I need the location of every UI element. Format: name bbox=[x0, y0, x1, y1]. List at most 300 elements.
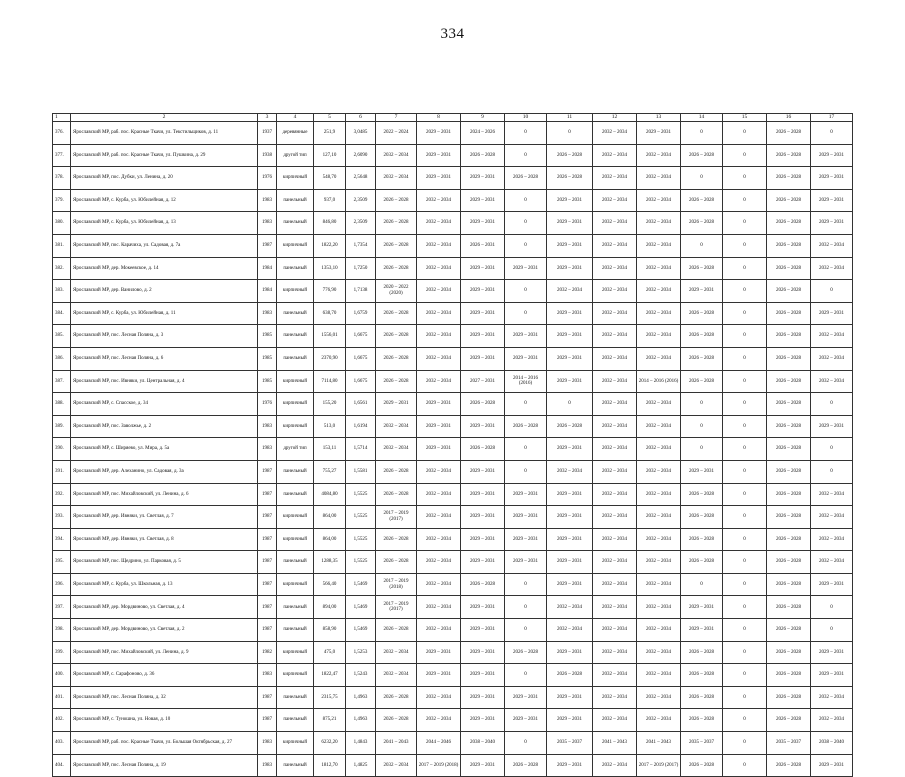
table-cell: 1983 bbox=[258, 189, 277, 212]
table-cell: 2032 – 2034 bbox=[547, 460, 593, 483]
table-cell: 2032 – 2034 bbox=[547, 280, 593, 303]
table-cell: 2026 – 2028 bbox=[376, 483, 417, 506]
row-number: 396. bbox=[53, 573, 71, 596]
address-cell: Ярославский МР, дер. Мордвиново, ул. Светлая, д. 4 bbox=[71, 596, 258, 619]
table-cell: 1822,47 bbox=[314, 664, 346, 687]
table-cell: 2026 – 2028 bbox=[767, 573, 811, 596]
table-cell: 2017 – 2019 (2017) bbox=[637, 754, 681, 777]
table-cell: 2029 – 2031 bbox=[461, 596, 505, 619]
table-cell: 2026 – 2028 bbox=[376, 551, 417, 574]
table-cell: 1985 bbox=[258, 370, 277, 393]
table-cell: 2026 – 2028 bbox=[767, 189, 811, 212]
table-cell: 1,4963 bbox=[346, 709, 376, 732]
table-cell: 2026 – 2028 bbox=[767, 483, 811, 506]
table-cell: 2032 – 2034 bbox=[637, 709, 681, 732]
table-cell: 0 bbox=[723, 619, 767, 642]
table-cell: 2032 – 2034 bbox=[417, 460, 461, 483]
table-cell: 1987 bbox=[258, 596, 277, 619]
table-cell: 0 bbox=[723, 573, 767, 596]
table-cell: 155,20 bbox=[314, 393, 346, 416]
table-cell: 2032 – 2034 bbox=[593, 212, 637, 235]
table-cell: кирпичный bbox=[277, 415, 314, 438]
table-cell: 1,4843 bbox=[346, 732, 376, 755]
table-cell: 2032 – 2034 bbox=[593, 619, 637, 642]
table-cell: 2026 – 2028 bbox=[505, 167, 547, 190]
table-cell: 2032 – 2034 bbox=[637, 167, 681, 190]
table-cell: 2026 – 2028 bbox=[376, 189, 417, 212]
table-cell: 2032 – 2034 bbox=[637, 551, 681, 574]
table-cell: кирпичный bbox=[277, 506, 314, 529]
table-cell: 2026 – 2028 bbox=[767, 234, 811, 257]
table-cell: 2041 – 2043 bbox=[376, 732, 417, 755]
table-cell: 1987 bbox=[258, 709, 277, 732]
column-number: 9 bbox=[461, 114, 505, 122]
table-cell: 2026 – 2028 bbox=[681, 641, 723, 664]
table-cell: 2032 – 2034 bbox=[593, 596, 637, 619]
table-cell: 1983 bbox=[258, 302, 277, 325]
address-cell: Ярославский МР, пос. Лесная Поляна, д. 32 bbox=[71, 686, 258, 709]
table-cell: панельный bbox=[277, 325, 314, 348]
table-cell: кирпичный bbox=[277, 393, 314, 416]
table-row bbox=[53, 754, 853, 777]
table-cell: 2029 – 2031 bbox=[417, 122, 461, 145]
table-cell: 2029 – 2031 bbox=[811, 212, 853, 235]
table-cell: 0 bbox=[723, 370, 767, 393]
table-cell: 2032 – 2034 bbox=[593, 347, 637, 370]
table-cell: 2029 – 2031 bbox=[811, 664, 853, 687]
table-cell: 0 bbox=[505, 122, 547, 145]
table-cell: 0 bbox=[723, 302, 767, 325]
table-cell: 755,27 bbox=[314, 460, 346, 483]
row-number: 382. bbox=[53, 257, 71, 280]
table-cell: 2032 – 2034 bbox=[593, 686, 637, 709]
table-cell: 864,00 bbox=[314, 506, 346, 529]
table-cell: 2029 – 2031 bbox=[547, 212, 593, 235]
table-cell: 1987 bbox=[258, 483, 277, 506]
table-cell: панельный bbox=[277, 189, 314, 212]
table-cell: панельный bbox=[277, 686, 314, 709]
table-cell: 0 bbox=[723, 438, 767, 461]
table-cell: 0 bbox=[505, 619, 547, 642]
table-cell: 2029 – 2031 bbox=[461, 619, 505, 642]
row-number: 381. bbox=[53, 234, 71, 257]
table-cell: 2029 – 2031 bbox=[505, 686, 547, 709]
table-cell: 2032 – 2034 bbox=[376, 664, 417, 687]
table-cell: 2026 – 2028 bbox=[547, 415, 593, 438]
page-number: 334 bbox=[440, 26, 465, 42]
table-cell: 2032 – 2034 bbox=[593, 709, 637, 732]
address-cell: Ярославский МР, дер. Ивняки, ул. Светлая, д. 7 bbox=[71, 506, 258, 529]
table-cell: 2026 – 2028 bbox=[767, 619, 811, 642]
table-cell: 2029 – 2031 bbox=[417, 438, 461, 461]
table-cell: 2032 – 2034 bbox=[811, 686, 853, 709]
table-cell: 2029 – 2031 bbox=[505, 551, 547, 574]
table-cell: 2026 – 2028 bbox=[681, 483, 723, 506]
table-cell: 2022 – 2024 bbox=[376, 122, 417, 145]
table-cell: 2017 – 2019 (2018) bbox=[376, 573, 417, 596]
table-row bbox=[53, 302, 853, 325]
column-number: 17 bbox=[811, 114, 853, 122]
table-header-row bbox=[53, 114, 853, 122]
table-cell: 2032 – 2034 bbox=[417, 280, 461, 303]
table-cell: 2029 – 2031 bbox=[461, 347, 505, 370]
table-cell: 2026 – 2031 bbox=[461, 234, 505, 257]
table-cell: 2026 – 2028 bbox=[681, 664, 723, 687]
table-cell: кирпичный bbox=[277, 641, 314, 664]
table-cell: 0 bbox=[811, 438, 853, 461]
table-cell: 1,5243 bbox=[346, 664, 376, 687]
table-cell: 1987 bbox=[258, 234, 277, 257]
table-cell: 0 bbox=[723, 528, 767, 551]
table-cell: 2032 – 2034 bbox=[593, 641, 637, 664]
table-cell: 1987 bbox=[258, 686, 277, 709]
table-cell: 153,11 bbox=[314, 438, 346, 461]
table-cell: 2032 – 2034 bbox=[637, 302, 681, 325]
table-cell: панельный bbox=[277, 709, 314, 732]
table-cell: 2032 – 2034 bbox=[417, 370, 461, 393]
table-row bbox=[53, 438, 853, 461]
table-cell: 0 bbox=[505, 460, 547, 483]
address-cell: Ярославский МР, пос. Карачиха, ул. Садовая, д. 7а bbox=[71, 234, 258, 257]
table-cell: 2032 – 2034 bbox=[417, 596, 461, 619]
table-cell: 1984 bbox=[258, 280, 277, 303]
table-cell: 251,9 bbox=[314, 122, 346, 145]
table-cell: 2032 – 2034 bbox=[547, 596, 593, 619]
address-cell: Ярославский МР, дер. Мордвиново, ул. Светлая, д. 2 bbox=[71, 619, 258, 642]
table-cell: 3,0485 bbox=[346, 122, 376, 145]
table-row bbox=[53, 212, 853, 235]
table-cell: 2032 – 2034 bbox=[593, 234, 637, 257]
table-cell: 2014 – 2016 (2016) bbox=[505, 370, 547, 393]
table-cell: 1984 bbox=[258, 257, 277, 280]
table-cell: 2029 – 2031 bbox=[461, 709, 505, 732]
table-cell: 0 bbox=[505, 234, 547, 257]
row-number: 379. bbox=[53, 189, 71, 212]
table-cell: 2032 – 2034 bbox=[637, 257, 681, 280]
table-cell: 2032 – 2034 bbox=[593, 393, 637, 416]
table-cell: 0 bbox=[723, 506, 767, 529]
table-cell: 2026 – 2028 bbox=[767, 641, 811, 664]
table-cell: 2026 – 2028 bbox=[681, 212, 723, 235]
row-number: 403. bbox=[53, 732, 71, 755]
table-cell: 2029 – 2031 bbox=[637, 122, 681, 145]
table-cell: 1353,10 bbox=[314, 257, 346, 280]
table-cell: 2026 – 2028 bbox=[376, 709, 417, 732]
row-number: 400. bbox=[53, 664, 71, 687]
table-cell: 2032 – 2034 bbox=[637, 212, 681, 235]
table-cell: 2315,75 bbox=[314, 686, 346, 709]
table-cell: 2032 – 2034 bbox=[811, 506, 853, 529]
table-cell: 846,80 bbox=[314, 212, 346, 235]
table-cell: 2026 – 2028 bbox=[767, 686, 811, 709]
table-cell: 1982 bbox=[258, 641, 277, 664]
table-cell: 2029 – 2031 bbox=[461, 280, 505, 303]
table-cell: 6232,20 bbox=[314, 732, 346, 755]
table-cell: 1985 bbox=[258, 347, 277, 370]
table-cell: 2032 – 2034 bbox=[593, 144, 637, 167]
table-cell: 2029 – 2031 bbox=[547, 302, 593, 325]
table-cell: 2029 – 2031 bbox=[505, 483, 547, 506]
table-cell: 1983 bbox=[258, 754, 277, 777]
table-cell: 2027 – 2031 bbox=[461, 370, 505, 393]
column-number: 1 bbox=[53, 114, 71, 122]
table-cell: 2032 – 2034 bbox=[593, 189, 637, 212]
table-cell: 2026 – 2028 bbox=[461, 393, 505, 416]
table-cell: 2029 – 2031 bbox=[811, 415, 853, 438]
row-number: 377. bbox=[53, 144, 71, 167]
table-cell: 2032 – 2034 bbox=[417, 325, 461, 348]
table-cell: 0 bbox=[723, 393, 767, 416]
table-cell: 2026 – 2028 bbox=[767, 212, 811, 235]
table-cell: 2032 – 2034 bbox=[593, 528, 637, 551]
table-cell: 2032 – 2034 bbox=[637, 347, 681, 370]
table-cell: 2029 – 2031 bbox=[681, 596, 723, 619]
row-number: 393. bbox=[53, 506, 71, 529]
table-cell: 2026 – 2028 bbox=[461, 438, 505, 461]
table-cell: 1,6561 bbox=[346, 393, 376, 416]
table-row bbox=[53, 483, 853, 506]
table-cell: 1,5525 bbox=[346, 506, 376, 529]
table-row bbox=[53, 144, 853, 167]
table-cell: 2017 – 2019 (2017) bbox=[376, 596, 417, 619]
table-cell: 2032 – 2034 bbox=[376, 641, 417, 664]
table-cell: 1983 bbox=[258, 664, 277, 687]
table-cell: 2032 – 2034 bbox=[593, 438, 637, 461]
row-number: 399. bbox=[53, 641, 71, 664]
address-cell: Ярославский МР, дер. Ивняки, ул. Светлая, д. 8 bbox=[71, 528, 258, 551]
table-row bbox=[53, 325, 853, 348]
table-cell: кирпичный bbox=[277, 370, 314, 393]
address-cell: Ярославский МР, пос. Лесная Поляна, д. 6 bbox=[71, 347, 258, 370]
table-cell: 2029 – 2031 bbox=[547, 573, 593, 596]
table-row bbox=[53, 415, 853, 438]
table-cell: 0 bbox=[681, 122, 723, 145]
table-cell: кирпичный bbox=[277, 573, 314, 596]
table-cell: 2026 – 2028 bbox=[681, 754, 723, 777]
table-cell: 0 bbox=[723, 460, 767, 483]
table-cell: 2032 – 2034 bbox=[811, 483, 853, 506]
table-cell: 2032 – 2034 bbox=[593, 460, 637, 483]
table-cell: 1,5469 bbox=[346, 619, 376, 642]
table-cell: 2026 – 2028 bbox=[376, 325, 417, 348]
table-cell: 2032 – 2034 bbox=[637, 528, 681, 551]
table-cell: 2026 – 2028 bbox=[767, 528, 811, 551]
table-cell: 2026 – 2028 bbox=[376, 460, 417, 483]
column-number: 12 bbox=[593, 114, 637, 122]
table-cell: 1,5525 bbox=[346, 528, 376, 551]
table-cell: 2029 – 2031 bbox=[461, 460, 505, 483]
table-cell: 2029 – 2031 bbox=[505, 347, 547, 370]
table-cell: 2026 – 2028 bbox=[505, 641, 547, 664]
table-cell: 2032 – 2034 bbox=[593, 370, 637, 393]
table-cell: 2026 – 2028 bbox=[461, 144, 505, 167]
row-number: 395. bbox=[53, 551, 71, 574]
table-cell: 2032 – 2034 bbox=[417, 573, 461, 596]
table-cell: 2032 – 2034 bbox=[637, 573, 681, 596]
table-cell: 0 bbox=[723, 641, 767, 664]
table-cell: 2032 – 2034 bbox=[417, 551, 461, 574]
table-row bbox=[53, 234, 853, 257]
table-cell: 2014 – 2016 (2016) bbox=[637, 370, 681, 393]
column-number: 13 bbox=[637, 114, 681, 122]
row-number: 401. bbox=[53, 686, 71, 709]
table-cell: 1987 bbox=[258, 573, 277, 596]
table-cell: 2029 – 2031 bbox=[811, 573, 853, 596]
table-row bbox=[53, 280, 853, 303]
table-cell: 2029 – 2031 bbox=[547, 189, 593, 212]
table-cell: 2029 – 2031 bbox=[811, 641, 853, 664]
table-cell: 2026 – 2028 bbox=[461, 573, 505, 596]
address-cell: Ярославский МР, с. Курба, ул. Юбилейная, д. 12 bbox=[71, 189, 258, 212]
table-cell: 2029 – 2031 bbox=[547, 709, 593, 732]
row-number: 383. bbox=[53, 280, 71, 303]
address-cell: Ярославский МР, с. Курба, ул. Юбилейная, д. 13 bbox=[71, 212, 258, 235]
table-cell: 2032 – 2034 bbox=[593, 167, 637, 190]
table-cell: 1812,70 bbox=[314, 754, 346, 777]
table-cell: 2035 – 2037 bbox=[547, 732, 593, 755]
table-cell: 2,5648 bbox=[346, 167, 376, 190]
table-cell: 2032 – 2034 bbox=[811, 551, 853, 574]
table-cell: 638,70 bbox=[314, 302, 346, 325]
table-cell: 1,6675 bbox=[346, 347, 376, 370]
table-cell: 2029 – 2031 bbox=[461, 257, 505, 280]
table-cell: 2032 – 2034 bbox=[593, 506, 637, 529]
table-cell: 1937 bbox=[258, 122, 277, 145]
table-cell: 2026 – 2028 bbox=[376, 619, 417, 642]
table-cell: 2026 – 2028 bbox=[767, 257, 811, 280]
table-cell: 2029 – 2031 bbox=[681, 460, 723, 483]
table-cell: 2026 – 2028 bbox=[376, 302, 417, 325]
table-cell: 2029 – 2031 bbox=[547, 686, 593, 709]
table-row bbox=[53, 619, 853, 642]
table-cell: 0 bbox=[723, 754, 767, 777]
table-cell: 2038 – 2040 bbox=[811, 732, 853, 755]
table-row bbox=[53, 347, 853, 370]
table-cell: 2032 – 2034 bbox=[593, 551, 637, 574]
table-cell: 548,70 bbox=[314, 167, 346, 190]
table-cell: 2032 – 2034 bbox=[637, 506, 681, 529]
table-cell: 2032 – 2034 bbox=[593, 257, 637, 280]
address-cell: Ярославский МР, дер. Алеханино, ул. Садовая, д. 3а bbox=[71, 460, 258, 483]
table-cell: 2026 – 2028 bbox=[376, 370, 417, 393]
table-cell: 2029 – 2031 bbox=[547, 257, 593, 280]
table-cell: 1987 bbox=[258, 460, 277, 483]
table-cell: 0 bbox=[681, 234, 723, 257]
table-cell: 2044 – 2046 bbox=[417, 732, 461, 755]
table-cell: 2017 – 2019 (2017) bbox=[376, 506, 417, 529]
table-cell: панельный bbox=[277, 596, 314, 619]
table-cell: 2029 – 2031 bbox=[681, 280, 723, 303]
column-number: 10 bbox=[505, 114, 547, 122]
table-cell: панельный bbox=[277, 257, 314, 280]
table-cell: 2032 – 2034 bbox=[417, 212, 461, 235]
table-row bbox=[53, 596, 853, 619]
table-cell: 2029 – 2031 bbox=[547, 641, 593, 664]
address-cell: Ярославский МР, с. Ширяево, ул. Мира, д. 5а bbox=[71, 438, 258, 461]
table-cell: 0 bbox=[723, 347, 767, 370]
table-cell: 2029 – 2031 bbox=[461, 686, 505, 709]
table-row bbox=[53, 370, 853, 393]
address-cell: Ярославский МР, пос. Лесная Поляна, д. 19 bbox=[71, 754, 258, 777]
table-cell: 2032 – 2034 bbox=[376, 144, 417, 167]
table-cell: 2020 – 2022 (2020) bbox=[376, 280, 417, 303]
table-cell: панельный bbox=[277, 302, 314, 325]
column-number: 5 bbox=[314, 114, 346, 122]
row-number: 392. bbox=[53, 483, 71, 506]
table-cell: 2026 – 2028 bbox=[681, 189, 723, 212]
table-cell: 2032 – 2034 bbox=[417, 257, 461, 280]
address-cell: Ярославский МР, пос. Лесная Поляна, д. 3 bbox=[71, 325, 258, 348]
table-cell: 2032 – 2034 bbox=[417, 483, 461, 506]
table-cell: 1,6759 bbox=[346, 302, 376, 325]
table-cell: 2032 – 2034 bbox=[417, 619, 461, 642]
table-cell: 2032 – 2034 bbox=[637, 415, 681, 438]
table-cell: 0 bbox=[505, 596, 547, 619]
table-cell: 2032 – 2034 bbox=[637, 325, 681, 348]
table-cell: 2029 – 2031 bbox=[376, 393, 417, 416]
table-cell: 0 bbox=[547, 393, 593, 416]
table-cell: 0 bbox=[723, 709, 767, 732]
address-cell: Ярославский МР, с. Курба, ул. Школьная, д. 13 bbox=[71, 573, 258, 596]
table-cell: 2024 – 2026 bbox=[461, 122, 505, 145]
table-cell: 1,5525 bbox=[346, 483, 376, 506]
table-cell: 2032 – 2034 bbox=[637, 619, 681, 642]
table-cell: 2029 – 2031 bbox=[811, 302, 853, 325]
address-cell: Ярославский МР, пос. Щедрино, ул. Парковая, д. 5 bbox=[71, 551, 258, 574]
table-row bbox=[53, 709, 853, 732]
table-cell: 2026 – 2028 bbox=[767, 347, 811, 370]
table-cell: 2026 – 2028 bbox=[767, 506, 811, 529]
column-number: 16 bbox=[767, 114, 811, 122]
table-cell: 2029 – 2031 bbox=[547, 347, 593, 370]
table-cell: панельный bbox=[277, 212, 314, 235]
table-row bbox=[53, 393, 853, 416]
table-cell: 1,5525 bbox=[346, 551, 376, 574]
row-number: 404. bbox=[53, 754, 71, 777]
table-cell: 1987 bbox=[258, 551, 277, 574]
table-cell: 0 bbox=[811, 619, 853, 642]
table-cell: 0 bbox=[723, 664, 767, 687]
table-cell: панельный bbox=[277, 619, 314, 642]
column-number: 14 bbox=[681, 114, 723, 122]
table-cell: кирпичный bbox=[277, 234, 314, 257]
table-row bbox=[53, 573, 853, 596]
table-cell: 1983 bbox=[258, 438, 277, 461]
table-cell: 0 bbox=[723, 122, 767, 145]
table-cell: 2032 – 2034 bbox=[811, 709, 853, 732]
table-row bbox=[53, 460, 853, 483]
table-cell: 1,5714 bbox=[346, 438, 376, 461]
table-cell: кирпичный bbox=[277, 732, 314, 755]
table-cell: 2029 – 2031 bbox=[547, 528, 593, 551]
table-cell: 2029 – 2031 bbox=[461, 641, 505, 664]
table-cell: 2032 – 2034 bbox=[637, 393, 681, 416]
table-cell: 2032 – 2034 bbox=[811, 325, 853, 348]
table-cell: 2032 – 2034 bbox=[417, 528, 461, 551]
column-number: 4 bbox=[277, 114, 314, 122]
table-cell: 0 bbox=[723, 686, 767, 709]
table-cell: 1,5469 bbox=[346, 596, 376, 619]
table-cell: 1938 bbox=[258, 144, 277, 167]
address-cell: Ярославский МР, с. Туношна, ул. Новая, д. 10 bbox=[71, 709, 258, 732]
table-cell: 875,21 bbox=[314, 709, 346, 732]
table-cell: 2032 – 2034 bbox=[593, 754, 637, 777]
table-cell: кирпичный bbox=[277, 280, 314, 303]
column-number: 3 bbox=[258, 114, 277, 122]
table-cell: 2035 – 2037 bbox=[681, 732, 723, 755]
table-cell: 2026 – 2028 bbox=[767, 302, 811, 325]
table-cell: 2032 – 2034 bbox=[417, 189, 461, 212]
